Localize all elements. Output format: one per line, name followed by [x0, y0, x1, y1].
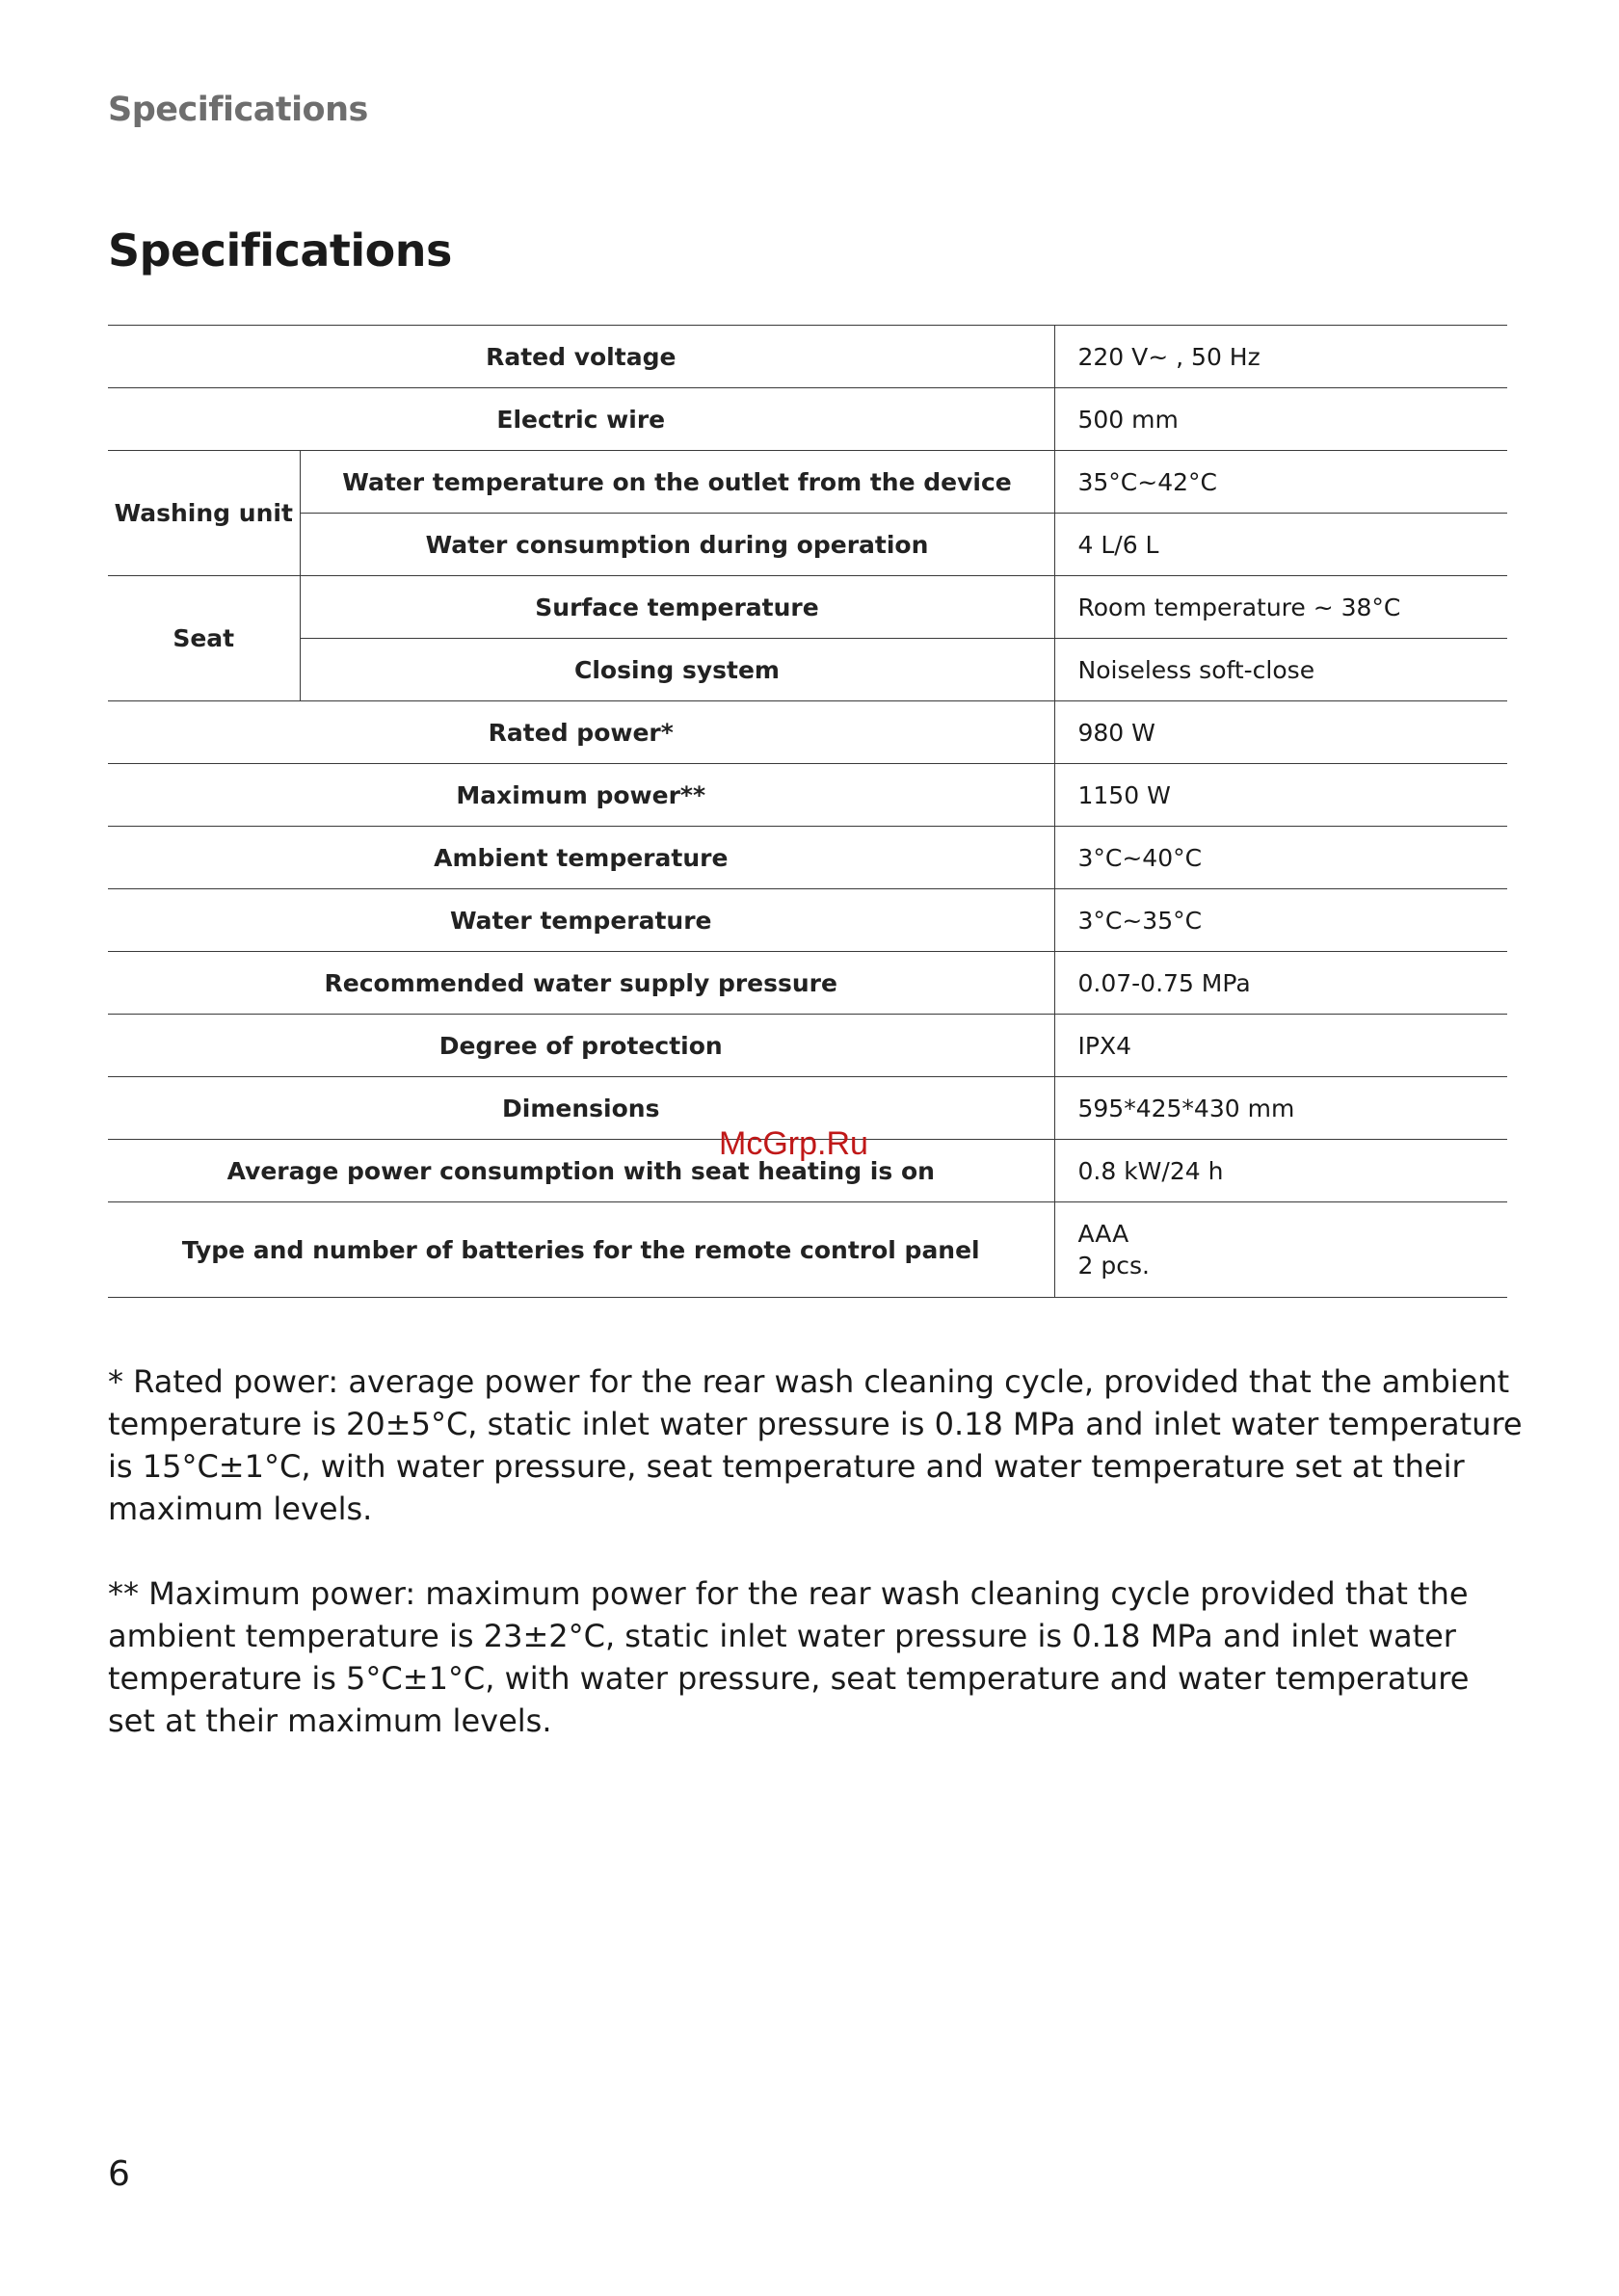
- spec-value: IPX4: [1054, 1015, 1507, 1077]
- spec-value: [1054, 1202, 1507, 1298]
- spec-label: Average power consumption with seat heating is on: [108, 1140, 1054, 1202]
- spec-label: Rated voltage: [108, 326, 1054, 388]
- footnotes: [108, 1360, 1525, 1784]
- table-row: [108, 889, 1507, 952]
- spec-label: Recommended water supply pressure: [108, 952, 1054, 1015]
- table-row: [108, 576, 1507, 639]
- table-row: [108, 388, 1507, 451]
- page-title: Specifications: [108, 224, 452, 277]
- table-row: [108, 764, 1507, 827]
- spec-label: Dimensions: [108, 1077, 1054, 1140]
- spec-label: Rated power*: [108, 701, 1054, 764]
- spec-value: Noiseless soft-close: [1054, 639, 1507, 701]
- spec-label: Ambient temperature: [108, 827, 1054, 889]
- spec-value: 3°C~35°C: [1054, 889, 1507, 952]
- spec-value: 1150 W: [1054, 764, 1507, 827]
- battery-type: AAA: [1077, 1220, 1129, 1248]
- spec-value: 595*425*430 mm: [1054, 1077, 1507, 1140]
- table-row: [108, 514, 1507, 576]
- table-row: [108, 827, 1507, 889]
- spec-label: Degree of protection: [108, 1015, 1054, 1077]
- spec-value: 220 V~ , 50 Hz: [1054, 326, 1507, 388]
- footnote-maximum-power: ** Maximum power: maximum power for the rear wash cleaning cycle provided that the ambient temperature is 23±2°C, static inlet water pressure is 0.18 MPa and inlet water temperature is 5°C±1°C, with water pressure, seat temperature and water temperature set at their maximum levels.: [108, 1575, 1470, 1739]
- battery-count: 2 pcs.: [1077, 1252, 1150, 1280]
- table-row: [108, 1015, 1507, 1077]
- spec-label: Water consumption during operation: [300, 514, 1054, 576]
- spec-value: 4 L/6 L: [1054, 514, 1507, 576]
- spec-value: 500 mm: [1054, 388, 1507, 451]
- spec-label: Maximum power**: [108, 764, 1054, 827]
- table-row: [108, 1202, 1507, 1298]
- table-row: [108, 701, 1507, 764]
- spec-label: Water temperature: [108, 889, 1054, 952]
- page-number: 6: [108, 2154, 130, 2194]
- footnote-rated-power: * Rated power: average power for the rear wash cleaning cycle, provided that the ambient temperature is 20±5°C, static inlet water pressure is 0.18 MPa and inlet water temperature is 15°C±1°C, with water pressure, seat temperature and water temperature set at their maximum levels.: [108, 1363, 1523, 1527]
- spec-label: Electric wire: [108, 388, 1054, 451]
- table-row: [108, 451, 1507, 514]
- watermark: McGrp.Ru: [719, 1125, 868, 1162]
- table-row: [108, 952, 1507, 1015]
- spec-label: Closing system: [300, 639, 1054, 701]
- spec-label: Type and number of batteries for the remote control panel: [108, 1202, 1054, 1298]
- spec-label: Surface temperature: [300, 576, 1054, 639]
- spec-label: Water temperature on the outlet from the device: [300, 451, 1054, 514]
- table-row: [108, 326, 1507, 388]
- spec-value: Room temperature ~ 38°C: [1054, 576, 1507, 639]
- spec-value: 35°C~42°C: [1054, 451, 1507, 514]
- spec-value: 980 W: [1054, 701, 1507, 764]
- spec-value: 0.07-0.75 MPa: [1054, 952, 1507, 1015]
- spec-value: 3°C~40°C: [1054, 827, 1507, 889]
- spec-value: 0.8 kW/24 h: [1054, 1140, 1507, 1202]
- group-label-seat: Seat: [108, 576, 300, 701]
- table-row: [108, 639, 1507, 701]
- group-label-washing-unit: Washing unit: [108, 451, 300, 576]
- running-header: Specifications: [108, 91, 368, 129]
